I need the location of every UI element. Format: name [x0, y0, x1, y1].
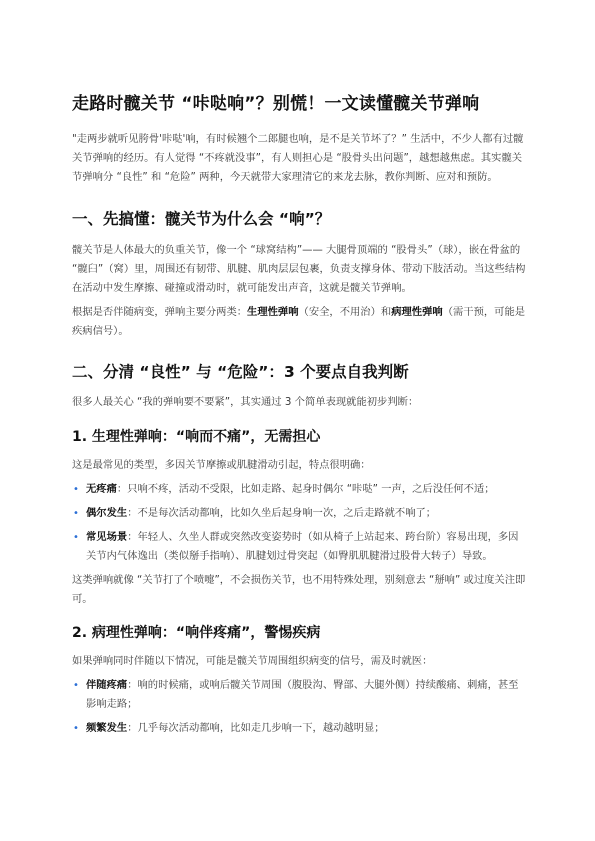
list-item-term: 频繁发生: [86, 722, 128, 734]
list-item-text: ：只响不疼，活动不受限，比如走路、起身时偶尔 “咔哒” 一声，之后没任何不适；: [116, 483, 495, 495]
list-item: [72, 676, 527, 714]
physiological-note: （安全，不用治）和: [298, 306, 392, 318]
section2-heading: 二、分清 “良性” 与 “危险”：3 个要点自我判断: [72, 363, 409, 381]
bullet-icon: •: [73, 680, 79, 691]
bullet-icon: •: [73, 723, 79, 734]
list-item-term: 偶尔发生: [86, 507, 128, 519]
list-item-text: ：不是每次活动都响，比如久坐后起身响一次，之后走路就不响了；: [127, 507, 437, 519]
section1-classification-paragraph: [72, 303, 527, 341]
physiological-term: 生理性弹响: [247, 306, 299, 318]
subsection1-list: [72, 480, 527, 566]
section2-paragraph: 很多人最关心 “我的弹响要不要紧”，其实通过 3 个简单表现就能初步判断：: [72, 396, 419, 408]
list-item-text: ：响的时候痛，或响后髋关节周围（腹股沟、臀部、大腿外侧）持续酸痛、刺痛，甚至影响走路；: [86, 679, 519, 710]
list-item-term: 无疼痛: [86, 483, 117, 495]
bullet-icon: •: [73, 508, 79, 519]
intro-paragraph: "走两步就听见胯骨'咔哒'响，有时候翘个二郎腿也响，是不是关节坏了？” 生活中，不少人都有过髋关节弹响的经历。有人觉得 “不疼就没事”，有人则担心是 “股骨头出问题”，越想越焦虑。其实髋关节弹响分 “良性” 和 “危险” 两种，今天就带大家理清它的来龙去脉，教你判断、应对和预防。: [72, 133, 524, 183]
section1-paragraph: 髋关节是人体最大的负重关节，像一个 “球窝结构”—— 大腿骨顶端的 “股骨头”（球），嵌在骨盆的 “髋臼”（窝）里，周围还有韧带、肌腱、肌肉层层包裹，负责支撑身体、带动下肢活动。当这些结构在活动中发生摩擦、碰撞或滑动时，就可能发出声音，这就是髋关节弹响。: [72, 244, 526, 294]
pathological-term: 病理性弹响: [391, 306, 443, 318]
subsection2-lead: 如果弹响同时伴随以下情况，可能是髋关节周围组织病变的信号，需及时就医：: [72, 655, 433, 667]
classification-lead: 根据是否伴随病变，弹响主要分两类：: [72, 306, 248, 318]
list-item-text: ：几乎每次活动都响，比如走几步响一下，越动越明显；: [127, 722, 385, 734]
bullet-icon: •: [73, 532, 79, 543]
subsection1-heading: 1. 生理性弹响：“响而不痛”，无需担心: [72, 429, 321, 445]
subsection1-closing: 这类弹响就像 “关节打了个喷嚏”，不会损伤关节，也不用特殊处理，别刻意去 “掰响” 或过度关注即可。: [72, 574, 526, 605]
subsection1-lead: 这是最常见的类型，多因关节摩擦或肌腱滑动引起，特点很明确：: [72, 459, 371, 471]
list-item: [72, 504, 527, 523]
article-title: 走路时髋关节 “咔哒响”？别慌！一文读懂髋关节弹响: [72, 94, 480, 114]
list-item: [72, 528, 527, 566]
list-item-term: 常见场景: [86, 531, 128, 543]
bullet-icon: •: [73, 484, 79, 495]
list-item-term: 伴随疼痛: [86, 679, 128, 691]
subsection2-heading: 2. 病理性弹响：“响伴疼痛”，警惕疾病: [72, 625, 321, 641]
list-item: [72, 480, 527, 499]
section1-heading: 一、先搞懂：髋关节为什么会 “响”？: [72, 210, 331, 228]
list-item: [72, 719, 527, 738]
subsection2-list: [72, 676, 527, 738]
list-item-text: ：年轻人、久坐人群或突然改变姿势时（如从椅子上站起来、跨台阶）容易出现，多因关节内气体逸出（类似掰手指响）、肌腱划过骨突起（如臀肌肌腱滑过股骨大转子）导致。: [86, 531, 519, 562]
pathological-note: （需干预，可能是疾病信号）。: [72, 306, 526, 337]
